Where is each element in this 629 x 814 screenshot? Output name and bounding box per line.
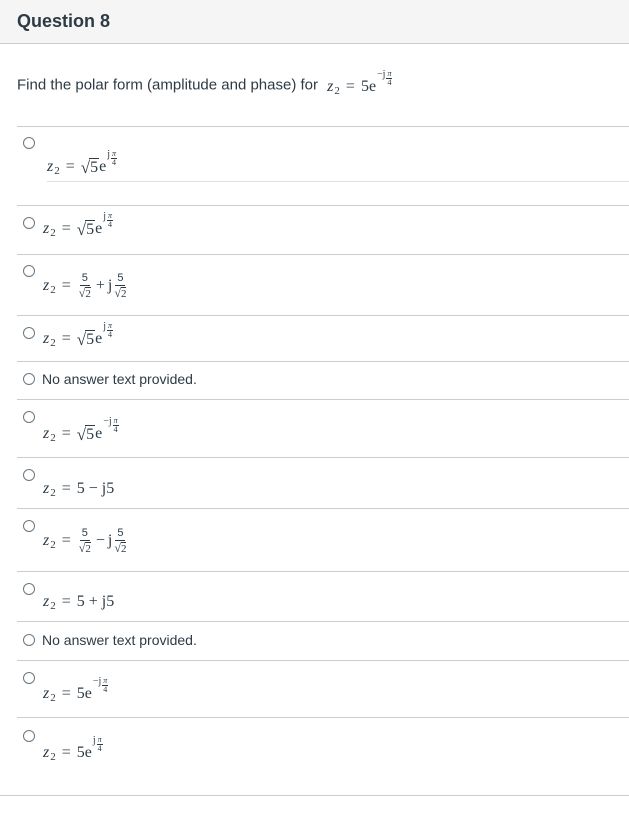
math-exponent bbox=[103, 212, 113, 229]
answer-option-10[interactable]: No answer text provided. bbox=[42, 632, 197, 648]
math-eq: = bbox=[61, 744, 71, 761]
answer-option-6[interactable] bbox=[43, 415, 119, 444]
math-exponent bbox=[103, 322, 113, 339]
answer-radio-10[interactable] bbox=[23, 634, 35, 646]
math-frac-den: 2 bbox=[85, 543, 91, 556]
divider bbox=[17, 508, 629, 509]
math-exp-frac bbox=[111, 150, 117, 167]
math-exp-den: 4 bbox=[113, 424, 118, 434]
math-var: z bbox=[43, 593, 50, 610]
math-exponent bbox=[103, 417, 118, 434]
math-var: z bbox=[43, 685, 50, 702]
math-exp-j: −j bbox=[377, 68, 386, 80]
math-exp-num: π bbox=[97, 734, 102, 744]
question-prompt: Find the polar form (amplitude and phase) for bbox=[17, 76, 318, 94]
math-frac-num: 5 bbox=[115, 272, 125, 286]
math-var: z bbox=[47, 158, 54, 175]
answer-radio-9[interactable] bbox=[23, 583, 35, 595]
answer-math-1 bbox=[47, 148, 117, 177]
answer-math-7 bbox=[43, 481, 114, 497]
math-exp-j: j bbox=[92, 734, 96, 746]
footer-divider bbox=[0, 795, 629, 796]
math-var: z bbox=[327, 78, 334, 96]
math-exp-den: 4 bbox=[387, 77, 392, 87]
answer-radio-1[interactable] bbox=[23, 137, 35, 149]
divider bbox=[17, 361, 629, 362]
math-sqrt-value: 5 bbox=[86, 426, 95, 443]
math-op: − bbox=[95, 532, 105, 550]
math-fraction: 5 √ 2 bbox=[114, 527, 127, 556]
answer-math-11 bbox=[43, 675, 108, 704]
math-j: j bbox=[107, 532, 113, 550]
math-sub: 2 bbox=[50, 538, 56, 551]
answer-math-2 bbox=[43, 210, 113, 239]
math-frac-num: 5 bbox=[80, 527, 90, 541]
divider bbox=[17, 457, 629, 458]
math-exp-frac bbox=[113, 417, 119, 434]
divider bbox=[17, 315, 629, 316]
divider bbox=[17, 254, 629, 255]
math-eq: = bbox=[61, 480, 71, 497]
math-exp-frac bbox=[97, 736, 103, 753]
math-e: e bbox=[95, 425, 103, 442]
math-exp-j: j bbox=[103, 210, 106, 222]
math-op: + bbox=[95, 277, 105, 295]
math-sub: 2 bbox=[50, 750, 56, 763]
math-exp-num: π bbox=[108, 210, 113, 220]
math-exp-num: π bbox=[387, 68, 392, 78]
math-exponent bbox=[93, 677, 108, 694]
answer-radio-11[interactable] bbox=[23, 672, 35, 684]
divider bbox=[17, 660, 629, 661]
math-exp-den: 4 bbox=[112, 157, 116, 167]
math-sub: 2 bbox=[50, 486, 56, 499]
answer-option-2[interactable] bbox=[43, 210, 113, 239]
math-var: z bbox=[43, 480, 50, 497]
math-fraction: 5 √ 2 bbox=[78, 527, 91, 556]
answer-option-5[interactable]: No answer text provided. bbox=[42, 371, 197, 387]
math-j: j bbox=[107, 277, 113, 295]
math-eq: = bbox=[61, 425, 71, 442]
math-exp-num: π bbox=[113, 415, 118, 425]
math-exp-den: 4 bbox=[108, 329, 112, 339]
math-exp-den: 4 bbox=[97, 743, 102, 753]
math-eq: = bbox=[61, 685, 71, 702]
math-fraction: 5 √ 2 bbox=[114, 272, 127, 301]
math-exp-frac bbox=[386, 70, 392, 87]
math-exp-frac bbox=[107, 212, 113, 229]
math-exp-frac bbox=[102, 677, 108, 694]
math-frac-num: 5 bbox=[80, 272, 90, 286]
divider bbox=[47, 181, 629, 182]
math-exp-j: j bbox=[107, 148, 110, 160]
answer-option-3[interactable] bbox=[43, 272, 128, 300]
divider bbox=[17, 717, 629, 718]
math-sqrt-value: 5 bbox=[90, 159, 99, 176]
divider bbox=[17, 621, 629, 622]
math-var: z bbox=[43, 532, 50, 550]
math-e: e bbox=[99, 158, 107, 175]
math-sub: 2 bbox=[50, 431, 56, 444]
math-var: z bbox=[43, 744, 50, 761]
math-eq: = bbox=[65, 158, 75, 175]
answer-radio-3[interactable] bbox=[23, 265, 35, 277]
math-exp-den: 4 bbox=[103, 684, 108, 694]
answer-option-4[interactable] bbox=[43, 320, 113, 349]
math-frac-den: 2 bbox=[85, 288, 91, 301]
math-frac-den: 2 bbox=[120, 288, 127, 301]
divider bbox=[17, 399, 629, 400]
answer-option-12[interactable] bbox=[43, 734, 103, 763]
math-exp-frac bbox=[107, 322, 113, 339]
math-eq: = bbox=[61, 330, 71, 347]
math-exp-j: j bbox=[103, 320, 106, 332]
answer-radio-6[interactable] bbox=[23, 411, 35, 423]
math-exponent bbox=[377, 70, 392, 87]
math-var: z bbox=[43, 330, 50, 347]
answer-radio-4[interactable] bbox=[23, 327, 35, 339]
math-expr: 5 + j5 bbox=[76, 593, 115, 610]
math-frac-den: 2 bbox=[120, 543, 127, 556]
answer-math-4 bbox=[43, 320, 113, 349]
math-eq: = bbox=[61, 532, 71, 550]
math-eq: = bbox=[345, 78, 355, 96]
math-sub: 2 bbox=[50, 226, 56, 239]
math-expr: 5 − j5 bbox=[76, 480, 115, 497]
question-equation bbox=[327, 68, 392, 97]
math-e: e bbox=[95, 330, 103, 347]
answer-math-12 bbox=[43, 734, 103, 763]
math-exponent bbox=[107, 150, 117, 167]
question-title: Question 8 bbox=[17, 11, 111, 31]
answer-radio-8[interactable] bbox=[23, 520, 35, 532]
math-sqrt-value: 5 bbox=[86, 331, 95, 348]
question-text bbox=[17, 68, 392, 97]
divider bbox=[17, 126, 629, 127]
math-exponent bbox=[93, 736, 103, 753]
math-sqrt: √ 5 bbox=[76, 330, 95, 349]
answer-option-9[interactable] bbox=[43, 593, 114, 611]
answer-math-3 bbox=[43, 272, 128, 300]
math-sub: 2 bbox=[334, 84, 340, 97]
math-sqrt: √ 5 bbox=[76, 220, 95, 239]
math-sqrt: √ 5 bbox=[76, 425, 95, 444]
math-eq: = bbox=[61, 220, 71, 237]
answer-radio-5[interactable] bbox=[23, 373, 35, 385]
math-var: z bbox=[43, 425, 50, 442]
math-sqrt: √ 5 bbox=[80, 158, 99, 177]
math-base: 5e bbox=[76, 685, 92, 702]
question-header bbox=[0, 0, 629, 44]
answer-option-11[interactable] bbox=[43, 675, 108, 704]
math-fraction: 5 √ 2 bbox=[78, 272, 91, 301]
math-base: 5e bbox=[76, 744, 92, 761]
math-e: e bbox=[95, 220, 103, 237]
math-sub: 2 bbox=[50, 336, 56, 349]
math-sub: 2 bbox=[50, 283, 56, 296]
math-exp-j: −j bbox=[103, 415, 112, 427]
math-var: z bbox=[43, 277, 50, 295]
math-eq: = bbox=[61, 593, 71, 610]
math-exp-num: π bbox=[108, 320, 113, 330]
math-sub: 2 bbox=[50, 599, 56, 612]
math-sqrt-value: 5 bbox=[86, 221, 95, 238]
answer-option-8[interactable] bbox=[43, 527, 128, 555]
math-frac-num: 5 bbox=[115, 527, 125, 541]
math-exp-den: 4 bbox=[108, 219, 112, 229]
math-var: z bbox=[43, 220, 50, 237]
answer-radio-12[interactable] bbox=[23, 730, 35, 742]
answer-math-6 bbox=[43, 415, 119, 444]
answer-radio-7[interactable] bbox=[23, 469, 35, 481]
answer-option-1[interactable] bbox=[47, 148, 117, 177]
answer-math-8 bbox=[43, 527, 128, 555]
math-sub: 2 bbox=[54, 164, 60, 177]
divider bbox=[17, 571, 629, 572]
divider bbox=[17, 205, 629, 206]
math-sub: 2 bbox=[50, 691, 56, 704]
answer-option-7[interactable] bbox=[43, 480, 114, 498]
math-base: 5e bbox=[360, 78, 377, 96]
math-exp-num: π bbox=[112, 148, 117, 158]
answer-radio-2[interactable] bbox=[23, 217, 35, 229]
math-exp-j: −j bbox=[92, 675, 102, 687]
math-eq: = bbox=[61, 277, 71, 295]
answer-math-9 bbox=[43, 594, 114, 610]
math-exp-num: π bbox=[103, 675, 108, 685]
